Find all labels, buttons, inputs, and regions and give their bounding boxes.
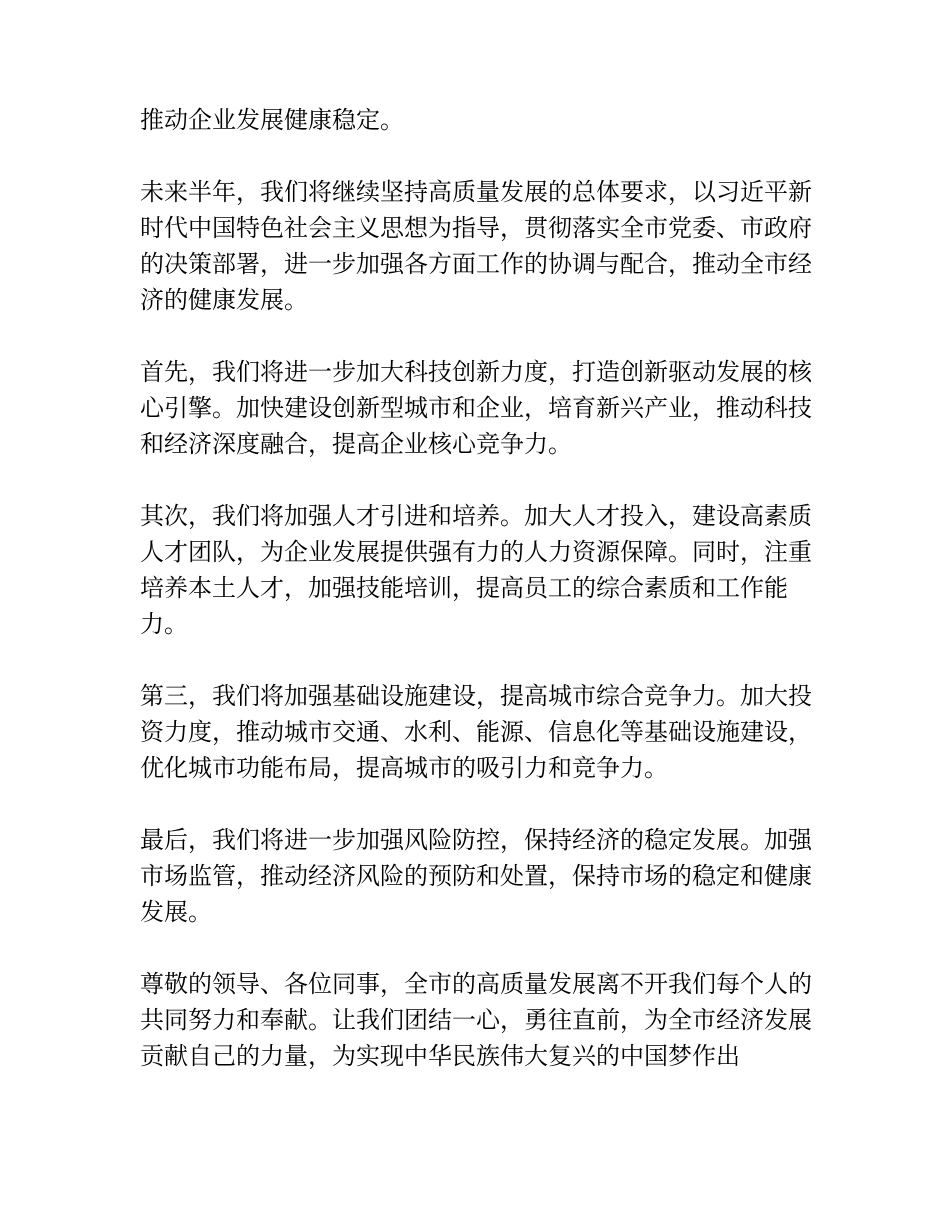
paragraph-infrastructure: 第三，我们将加强基础设施建设，提高城市综合竞争力。加大投资力度，推动城市交通、水利、能源、信息化等基础设施建设，优化城市功能布局，提高城市的吸引力和竞争力。 <box>140 682 812 782</box>
paragraph-tech-innovation: 首先，我们将进一步加大科技创新力度，打造创新驱动发展的核心引擎。加快建设创新型城市和企业，培育新兴产业，推动科技和经济深度融合，提高企业核心竞争力。 <box>140 358 812 458</box>
paragraph-risk-control: 最后，我们将进一步加强风险防控，保持经济的稳定发展。加强市场监管，推动经济风险的预防和处置，保持市场的稳定和健康发展。 <box>140 826 812 926</box>
document-body <box>140 102 812 1074</box>
paragraph-closing: 尊敬的领导、各位同事，全市的高质量发展离不开我们每个人的共同努力和奉献。让我们团结一心，勇往直前，为全市经济发展贡献自己的力量，为实现中华民族伟大复兴的中国梦作出 <box>140 970 812 1070</box>
paragraph-future-plan: 未来半年，我们将继续坚持高质量发展的总体要求，以习近平新时代中国特色社会主义思想为指导，贯彻落实全市党委、市政府的决策部署，进一步加强各方面工作的协调与配合，推动全市经济的健康发展。 <box>140 178 812 314</box>
paragraph-continuation: 推动企业发展健康稳定。 <box>140 106 404 134</box>
paragraph-talent: 其次，我们将加强人才引进和培养。加大人才投入，建设高素质人才团队，为企业发展提供强有力的人力资源保障。同时，注重培养本土人才，加强技能培训，提高员工的综合素质和工作能力。 <box>140 502 812 638</box>
